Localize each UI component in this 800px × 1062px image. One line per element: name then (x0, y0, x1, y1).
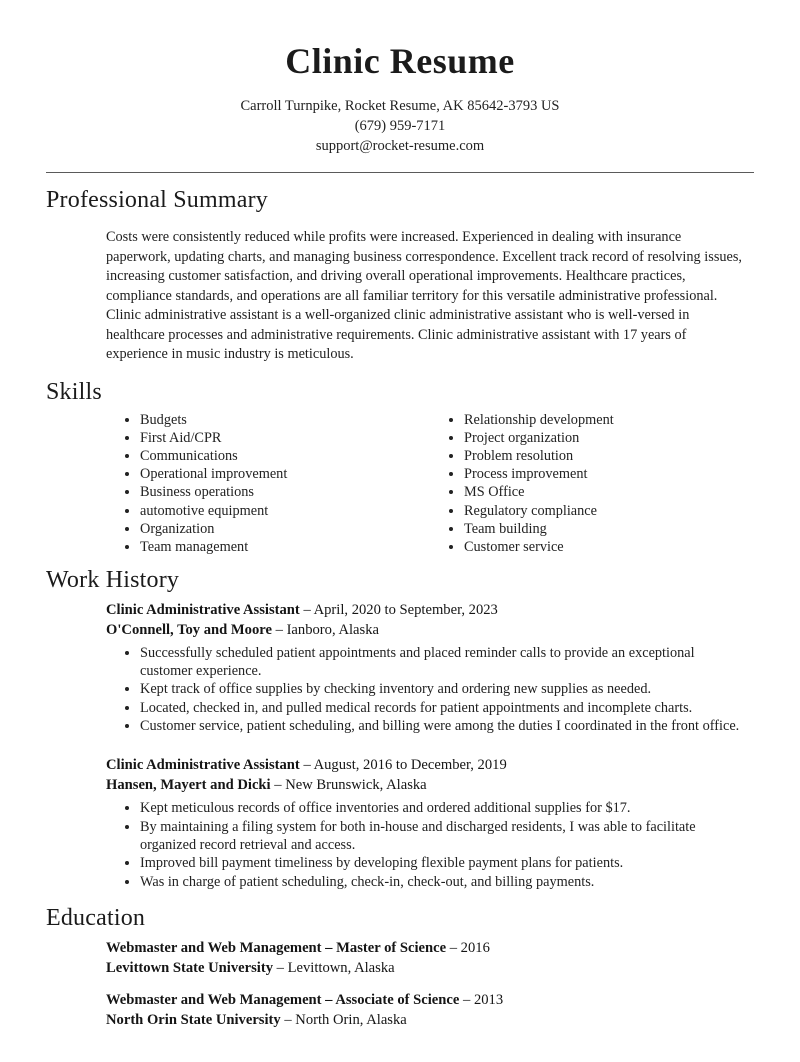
job-role: Clinic Administrative Assistant (106, 757, 300, 774)
education-degree: Master of Science (336, 939, 447, 956)
list-item: • Process improvement (464, 466, 754, 484)
education-entry (106, 938, 746, 978)
list-item: • Customer service (464, 539, 754, 557)
job-title-line: Clinic Administrative Assistant – August, 2016 to December, 2019 (106, 757, 507, 774)
job-company-line: Hansen, Mayert and Dicki – New Brunswick, Alaska (106, 777, 427, 794)
list-item: • Communications (140, 448, 430, 466)
summary-text: Costs were consistently reduced while profits were increased. Experienced in dealing with insurance paperwork, updating charts, and managing business correspondence. Excellent track record of resolving issues, increasing customer satisfaction, and driving overall operational improvements. Healthcare practices, compliance standards, and operations are all familiar territory for this versatile administrative professional. Clinic administrative assistant is a well-organized clinic administrative assistant who is well-versed in healthcare processes and administrative requirements. Clinic administrative assistant with 17 years of experience in music industry is meticulous. (106, 229, 743, 363)
list-item: • Successfully scheduled patient appointments and placed reminder calls to provide an exceptional customer experience. (140, 644, 746, 680)
education-program: Webmaster and Web Management (106, 939, 322, 956)
list-item: • MS Office (464, 484, 754, 502)
list-item: • Problem resolution (464, 448, 754, 466)
job-dates: August, 2016 to December, 2019 (313, 757, 507, 774)
education-degree: Associate of Science (335, 991, 460, 1008)
job-title-line: Clinic Administrative Assistant – April, 2020 to September, 2023 (106, 601, 498, 618)
list-item: • Operational improvement (140, 466, 430, 484)
list-item: • By maintaining a filing system for both in-house and discharged residents, I was able to facilitate organized record retrieval and access. (140, 818, 746, 854)
list-item: • Relationship development (464, 412, 754, 430)
work-history-body (46, 600, 754, 891)
list-item: • Project organization (464, 430, 754, 448)
list-item: • Team building (464, 521, 754, 539)
section-title-education: Education (46, 904, 146, 931)
education-year: 2016 (460, 939, 490, 956)
list-item: • Improved bill payment timeliness by developing flexible payment plans for patients. (140, 854, 746, 872)
list-item: • automotive equipment (140, 503, 430, 521)
education-location: Levittown, Alaska (287, 959, 395, 976)
work-entry (106, 600, 746, 736)
section-title-summary: Professional Summary (46, 187, 268, 213)
education-school: North Orin State University (106, 1011, 281, 1028)
skills-column-left (106, 412, 430, 557)
list-item: • Kept track of office supplies by checking inventory and ordering new supplies as needed. (140, 680, 746, 698)
list-item: • Kept meticulous records of office inventories and ordered additional supplies for $17. (140, 799, 746, 817)
section-title-skills: Skills (46, 379, 102, 406)
summary-body (46, 228, 754, 365)
job-company: Hansen, Mayert and Dicki (106, 777, 271, 794)
skills-column-right (430, 412, 754, 557)
job-company: O'Connell, Toy and Moore (106, 621, 272, 638)
list-item: • Regulatory compliance (464, 503, 754, 521)
list-item: • First Aid/CPR (140, 430, 430, 448)
list-item: • Located, checked in, and pulled medical records for patient appointments and incomplete charts. (140, 699, 746, 717)
work-entry (106, 755, 746, 891)
education-program: Webmaster and Web Management (106, 991, 322, 1008)
job-location: New Brunswick, Alaska (285, 777, 427, 794)
education-school-line: North Orin State University – North Orin, Alaska (106, 1011, 407, 1028)
education-year: 2013 (473, 991, 504, 1008)
list-item: • Customer service, patient scheduling, and billing were among the duties I coordinated in the front office. (140, 717, 746, 735)
list-item: • Organization (140, 521, 430, 539)
education-entry (106, 990, 746, 1030)
education-school: Levittown State University (106, 959, 273, 976)
page-title: Clinic Resume (285, 41, 515, 81)
education-program-line: Webmaster and Web Management – Master of Science – 2016 (106, 939, 490, 956)
education-program-line: Webmaster and Web Management – Associate of Science – 2013 (106, 991, 504, 1008)
header-divider (46, 172, 754, 173)
job-role: Clinic Administrative Assistant (106, 601, 300, 618)
list-item: • Business operations (140, 484, 430, 502)
education-body (46, 938, 754, 1030)
contact-address: Carroll Turnpike, Rocket Resume, AK 85642-3793 US (240, 98, 560, 114)
skills-body (46, 412, 754, 557)
education-location: North Orin, Alaska (295, 1011, 407, 1028)
list-item: • Was in charge of patient scheduling, check-in, check-out, and billing payments. (140, 873, 746, 891)
education-school-line: Levittown State University – Levittown, Alaska (106, 959, 395, 976)
contact-email: support@rocket-resume.com (315, 138, 485, 154)
list-item: • Team management (140, 539, 430, 557)
section-title-work-history: Work History (46, 566, 180, 593)
job-company-line: O'Connell, Toy and Moore – Ianboro, Alaska (106, 621, 379, 638)
job-dates: April, 2020 to September, 2023 (313, 601, 498, 618)
list-item: • Budgets (140, 412, 430, 430)
job-location: Ianboro, Alaska (286, 621, 379, 638)
contact-phone: (679) 959-7171 (354, 118, 446, 134)
